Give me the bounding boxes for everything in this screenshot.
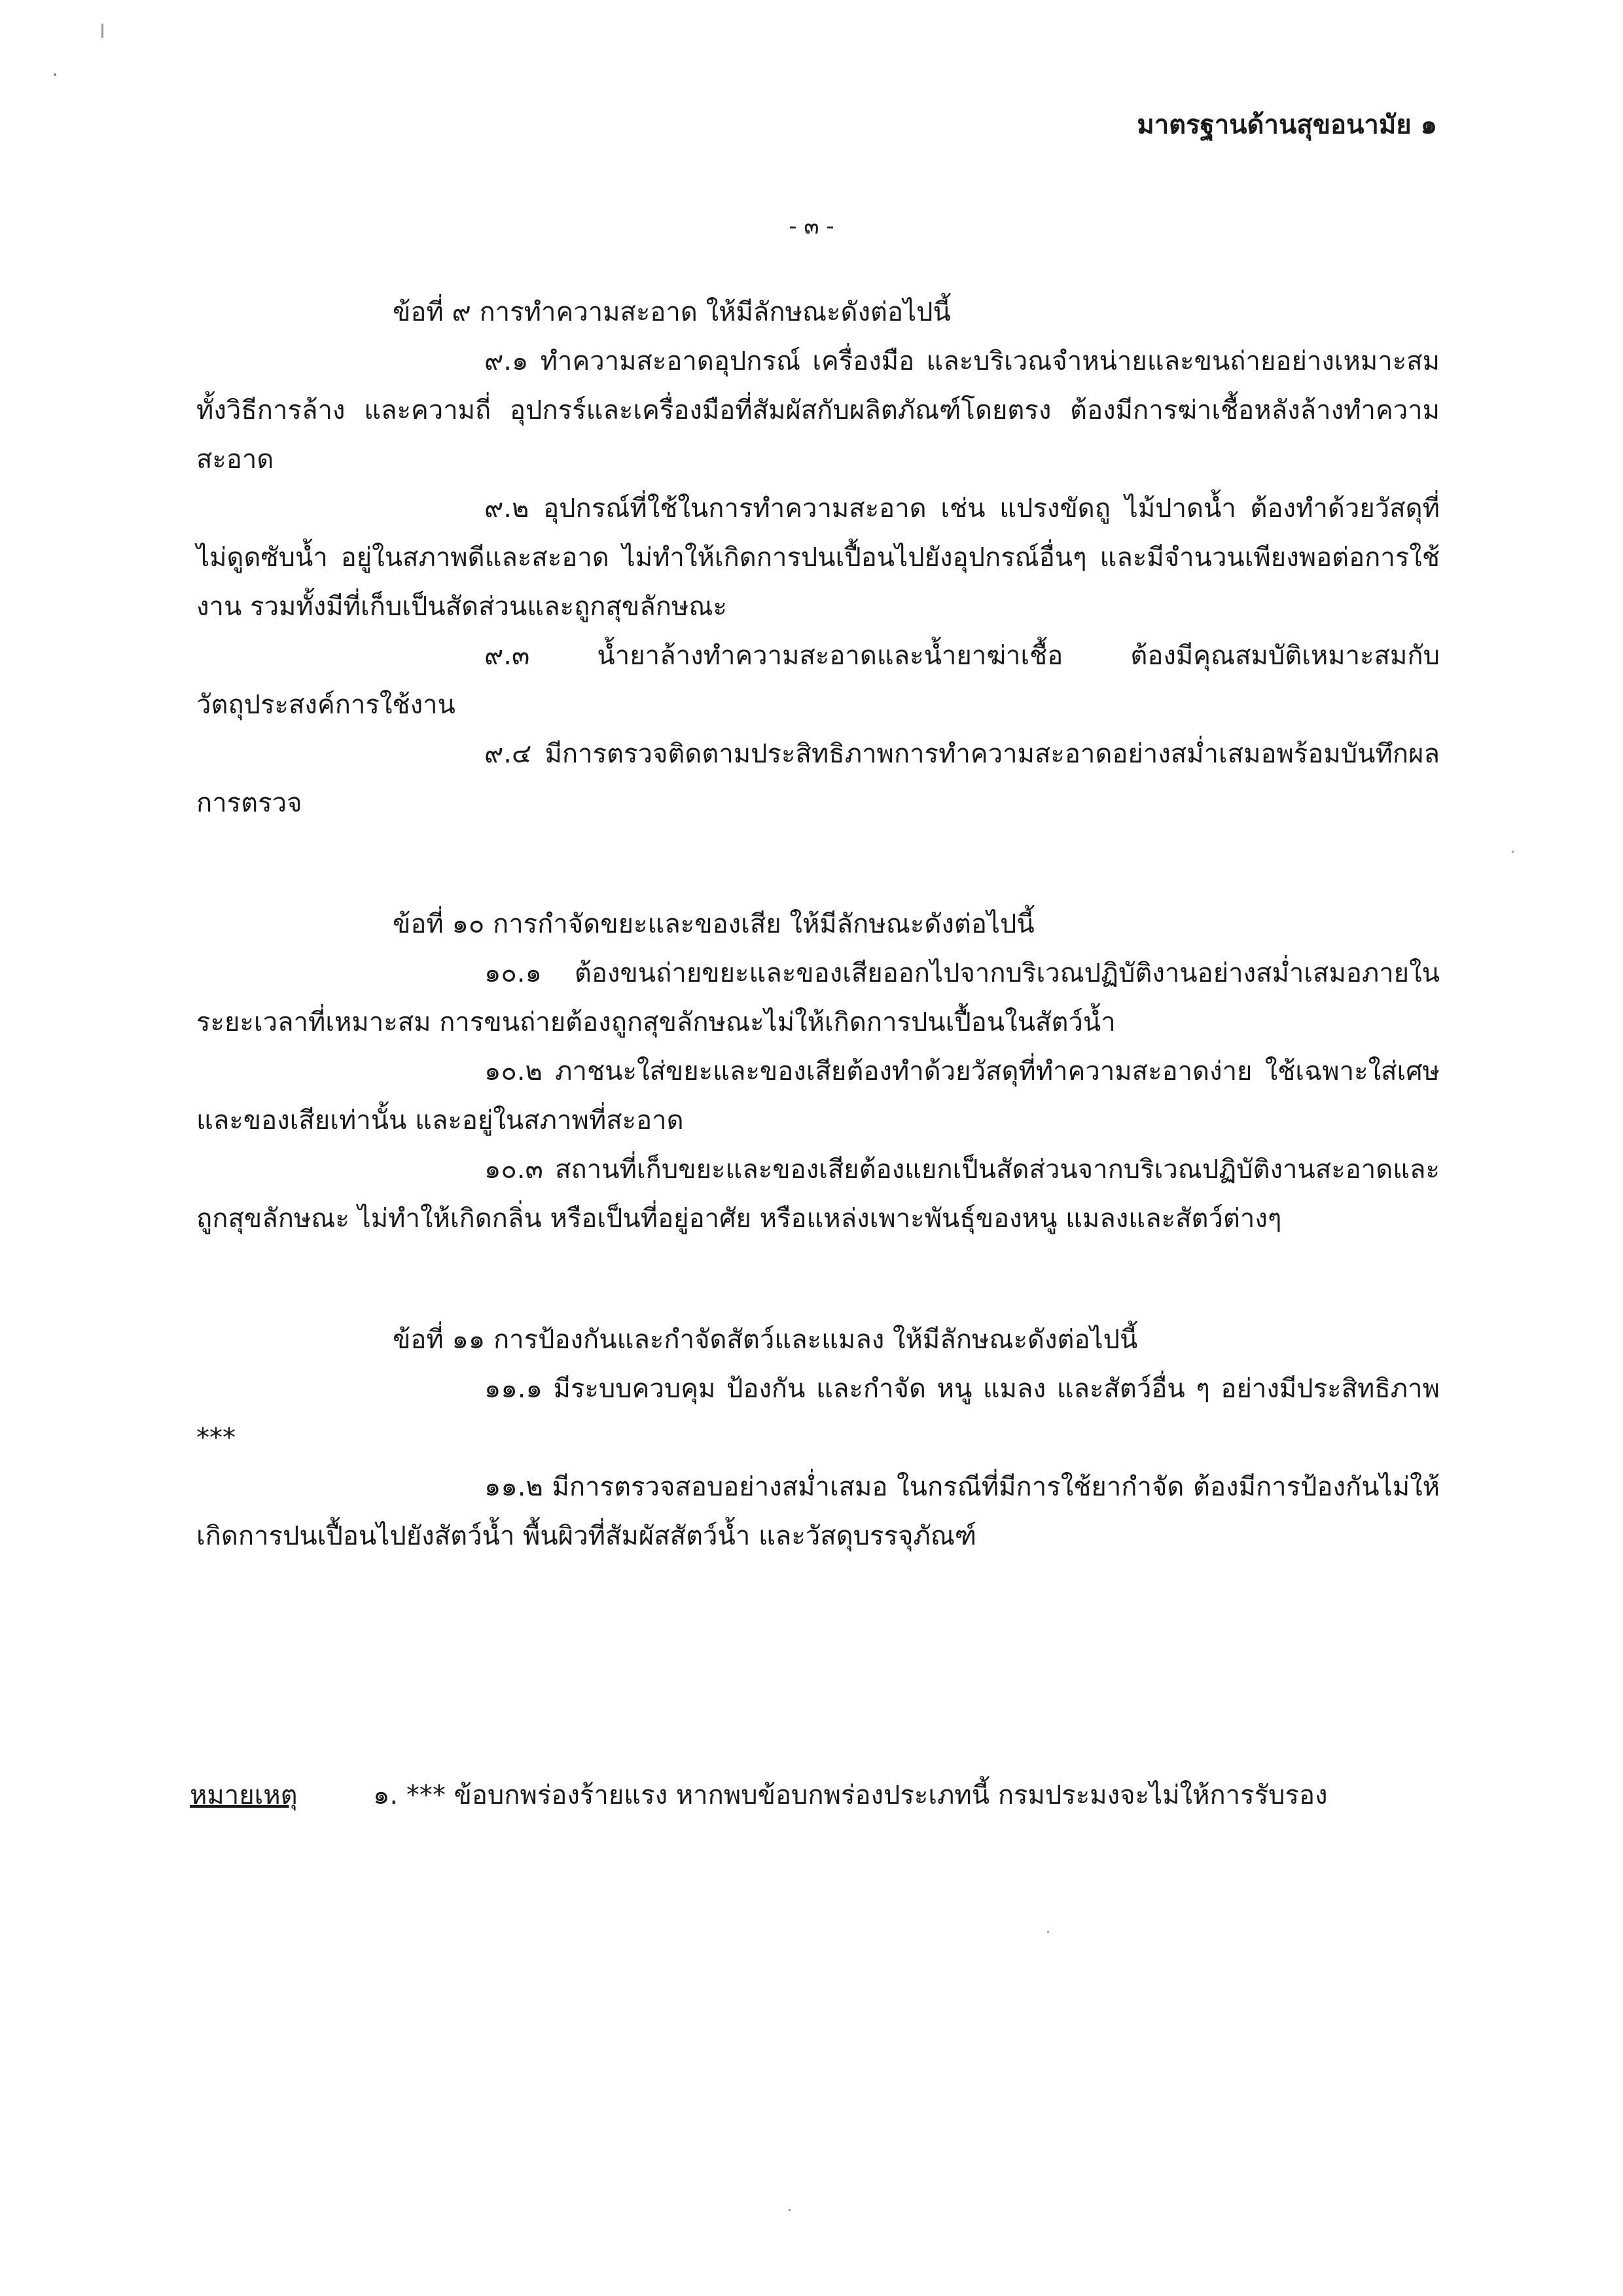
sub-item-9-2: ๙.๒ อุปกรณ์ที่ใช้ในการทำความสะอาด เช่น แปรงขัดถู ไม้ปาดน้ำ ต้องทำด้วยวัสดุที่ไม่ดูดซับน้ำ อยู่ในสภาพดีและสะอาด ไม่ทำให้เกิดการปนเปื้อนไปยังอุปกรณ์อื่นๆ และมีจำนวนเพียงพอต่อการใช้งาน รวมทั้งมีที่เก็บเป็นสัดส่วนและถูกสุขลักษณะ (196, 493, 1440, 622)
scan-speck (1047, 1931, 1049, 1933)
scan-speck (1512, 851, 1514, 853)
document-body (196, 288, 1440, 1633)
scan-speck (54, 73, 56, 76)
sub-item-9-1: ๙.๑ ทำความสะอาดอุปกรณ์ เครื่องมือ และบริเวณจำหน่ายและขนถ่ายอย่างเหมาะสมทั้งวิธีการล้าง และความถี่ อุปกรร์และเครื่องมือที่สัมผัสกับผลิตภัณฑ์โดยตรง ต้องมีการฆ่าเชื้อหลังล้างทำความสะอาด (196, 346, 1440, 475)
sub-item-9-4: ๙.๔ มีการตรวจติดตามประสิทธิภาพการทำความสะอาดอย่างสม่ำเสมอพร้อมบันทึกผลการตรวจ (196, 739, 1440, 818)
scan-speck (789, 2209, 791, 2211)
scan-speck (101, 24, 103, 38)
clause-heading: ข้อที่ ๙ การทำความสะอาด ให้มีลักษณะดังต่อไปนี้ (393, 297, 951, 327)
footnote-label: หมายเหตุ (190, 1780, 298, 1810)
clause-heading: ข้อที่ ๑๑ การป้องกันและกำจัดสัตว์และแมลง ให้มีลักษณะดังต่อไปนี้ (393, 1325, 1138, 1355)
page-number: - ๓ - (789, 213, 834, 240)
sub-item-10-3: ๑๐.๓ สถานที่เก็บขยะและของเสียต้องแยกเป็นสัดส่วนจากบริเวณปฏิบัติงานสะอาดและถูกสุขลักษณะ ไม่ทำให้เกิดกลิ่น หรือเป็นที่อยู่อาศัย หรือแหล่งเพาะพันธุ์ของหนู แมลงและสัตว์ต่างๆ (196, 1155, 1440, 1234)
sub-item-9-3: ๙.๓ น้ำยาล้างทำความสะอาดและน้ำยาฆ่าเชื้อ ต้องมีคุณสมบัติเหมาะสมกับวัตถุประสงค์การใช้งาน (196, 641, 1440, 720)
section-clause-10 (196, 900, 1440, 1244)
footnote-text: ๑. *** ข้อบกพร่องร้ายแรง หากพบข้อบกพร่องประเภทนี้ กรมประมงจะไม่ให้การรับรอง (373, 1780, 1328, 1810)
sub-item-11-2: ๑๑.๒ มีการตรวจสอบอย่างสม่ำเสมอ ในกรณีที่มีการใช้ยากำจัด ต้องมีการป้องกันไม่ให้เกิดการปนเปื้อนไปยังสัตว์น้ำ พื้นผิวที่สัมผัสสัตว์น้ำ และวัสดุบรรจุภัณฑ์ (196, 1472, 1440, 1551)
sub-item-10-1: ๑๐.๑ ต้องขนถ่ายขยะและของเสียออกไปจากบริเวณปฏิบัติงานอย่างสม่ำเสมอภายในระยะเวลาที่เหมาะสม การขนถ่ายต้องถูกสุขลักษณะไม่ให้เกิดการปนเปื้อนในสัตว์น้ำ (196, 958, 1440, 1037)
sub-item-11-1: ๑๑.๑ มีระบบควบคุม ป้องกัน และกำจัด หนู แมลง และสัตว์อื่น ๆ อย่างมีประสิทธิภาพ *** (196, 1374, 1440, 1453)
clause-heading: ข้อที่ ๑๐ การกำจัดขยะและของเสีย ให้มีลักษณะดังต่อไปนี้ (393, 909, 1035, 939)
sub-item-10-2: ๑๐.๒ ภาชนะใส่ขยะและของเสียต้องทำด้วยวัสดุที่ทำความสะอาดง่าย ใช้เฉพาะใส่เศษและของเสียเท่านั้น และอยู่ในสภาพที่สะอาด (196, 1056, 1440, 1136)
footnote (190, 1774, 1328, 1816)
section-clause-9 (196, 288, 1440, 828)
section-clause-11 (196, 1316, 1440, 1561)
document-header-title: มาตรฐานด้านสุขอนามัย ๑ (1137, 110, 1437, 140)
